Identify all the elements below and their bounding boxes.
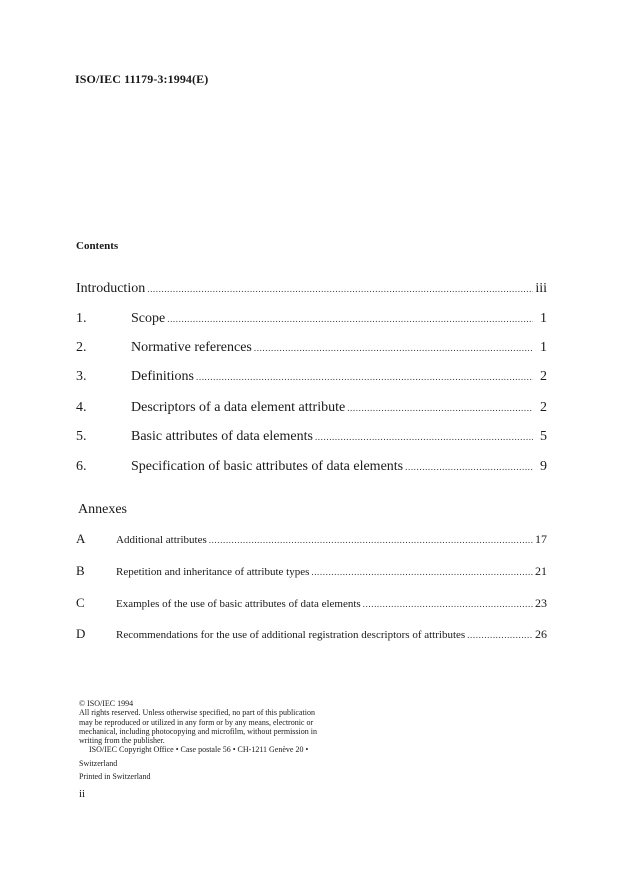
toc-entry-title: Recommendations for the use of additional registration descriptors of attributes <box>116 629 466 641</box>
toc-entry-page: 9 <box>540 459 547 474</box>
toc-entry-title: Basic attributes of data elements <box>131 429 313 444</box>
toc-entry-introduction[interactable] <box>76 281 547 297</box>
toc-entry-title: Scope <box>131 311 166 326</box>
copyright-line: writing from the publisher. <box>79 736 165 746</box>
toc-entry-page: iii <box>535 281 547 296</box>
toc-entry-title: Definitions <box>131 369 194 384</box>
copyright-line: mechanical, including photocopying and microfilm, without permission in <box>79 726 317 736</box>
toc-entry-title: Examples of the use of basic attributes of data elements <box>116 598 361 610</box>
toc-leader-dots <box>196 372 533 382</box>
toc-entry-title: Repetition and inheritance of attribute types <box>116 566 310 578</box>
toc-leader-dots <box>315 432 533 442</box>
toc-entry-annex-a[interactable] <box>76 531 547 547</box>
toc-leader-dots <box>405 462 533 472</box>
copyright-office: ISO/IEC Copyright Office • Case postale 56 • CH-1211 Genève 20 • <box>89 745 309 755</box>
toc-entry-title: Normative references <box>131 340 252 355</box>
toc-entry-number: 2. <box>76 340 87 355</box>
toc-entry-letter: D <box>76 626 86 641</box>
copyright-notice <box>79 699 379 781</box>
toc-entry-page: 23 <box>535 596 547 610</box>
toc-entry-page: 26 <box>535 627 547 641</box>
toc-entry-page: 2 <box>540 369 547 384</box>
toc-entry-scope[interactable] <box>76 311 547 327</box>
toc-entry-annex-c[interactable] <box>76 595 547 611</box>
toc-entry-title: Specification of basic attributes of data elements <box>131 459 404 474</box>
toc-entry-letter: A <box>76 531 86 546</box>
annexes-heading: Annexes <box>78 502 127 517</box>
toc-leader-dots <box>467 630 533 640</box>
toc-entry-page: 17 <box>535 532 547 546</box>
copyright-line: may be reproduced or utilized in any form or by any means, electronic or <box>79 717 314 727</box>
toc-entry-number: 4. <box>76 400 87 415</box>
toc-entry-number: 6. <box>76 459 87 474</box>
toc-entry-page: 2 <box>540 400 547 415</box>
toc-entry-letter: B <box>76 563 85 578</box>
toc-leader-dots <box>347 403 533 413</box>
contents-heading: Contents <box>76 240 119 252</box>
toc-entry-basic-attributes[interactable] <box>76 429 547 445</box>
toc-entry-annex-d[interactable] <box>76 626 547 642</box>
toc-entry-title: Additional attributes <box>116 534 207 546</box>
printed-in: Printed in Switzerland <box>79 772 151 782</box>
toc-entry-number: 1. <box>76 311 87 326</box>
toc-entry-annex-b[interactable] <box>76 563 547 579</box>
page-number: ii <box>79 788 86 800</box>
copyright-line: All rights reserved. Unless otherwise specified, no part of this publication <box>79 708 315 718</box>
copyright-line: © ISO/IEC 1994 <box>79 699 134 708</box>
document-identifier: ISO/IEC 11179-3:1994(E) <box>75 72 209 86</box>
toc-entry-page: 1 <box>540 340 547 355</box>
toc-entry-specification[interactable] <box>76 459 547 475</box>
copyright-country: Switzerland <box>79 758 118 768</box>
toc-entry-normative-references[interactable] <box>76 340 547 356</box>
toc-leader-dots <box>254 343 533 353</box>
toc-leader-dots <box>311 567 533 577</box>
toc-entry-definitions[interactable] <box>76 369 547 385</box>
toc-entry-letter: C <box>76 595 85 610</box>
toc-leader-dots <box>167 314 533 324</box>
toc-entry-number: 5. <box>76 429 87 444</box>
toc-entry-title: Descriptors of a data element attribute <box>131 400 346 415</box>
toc-entry-descriptors[interactable] <box>76 400 547 416</box>
toc-entry-page: 5 <box>540 429 547 444</box>
toc-entry-number: 3. <box>76 369 87 384</box>
toc-entry-title: Introduction <box>76 281 146 296</box>
toc-leader-dots <box>363 599 533 609</box>
toc-entry-page: 21 <box>535 564 547 578</box>
toc-entry-page: 1 <box>540 311 547 326</box>
toc-leader-dots <box>147 284 533 294</box>
toc-leader-dots <box>209 535 533 545</box>
